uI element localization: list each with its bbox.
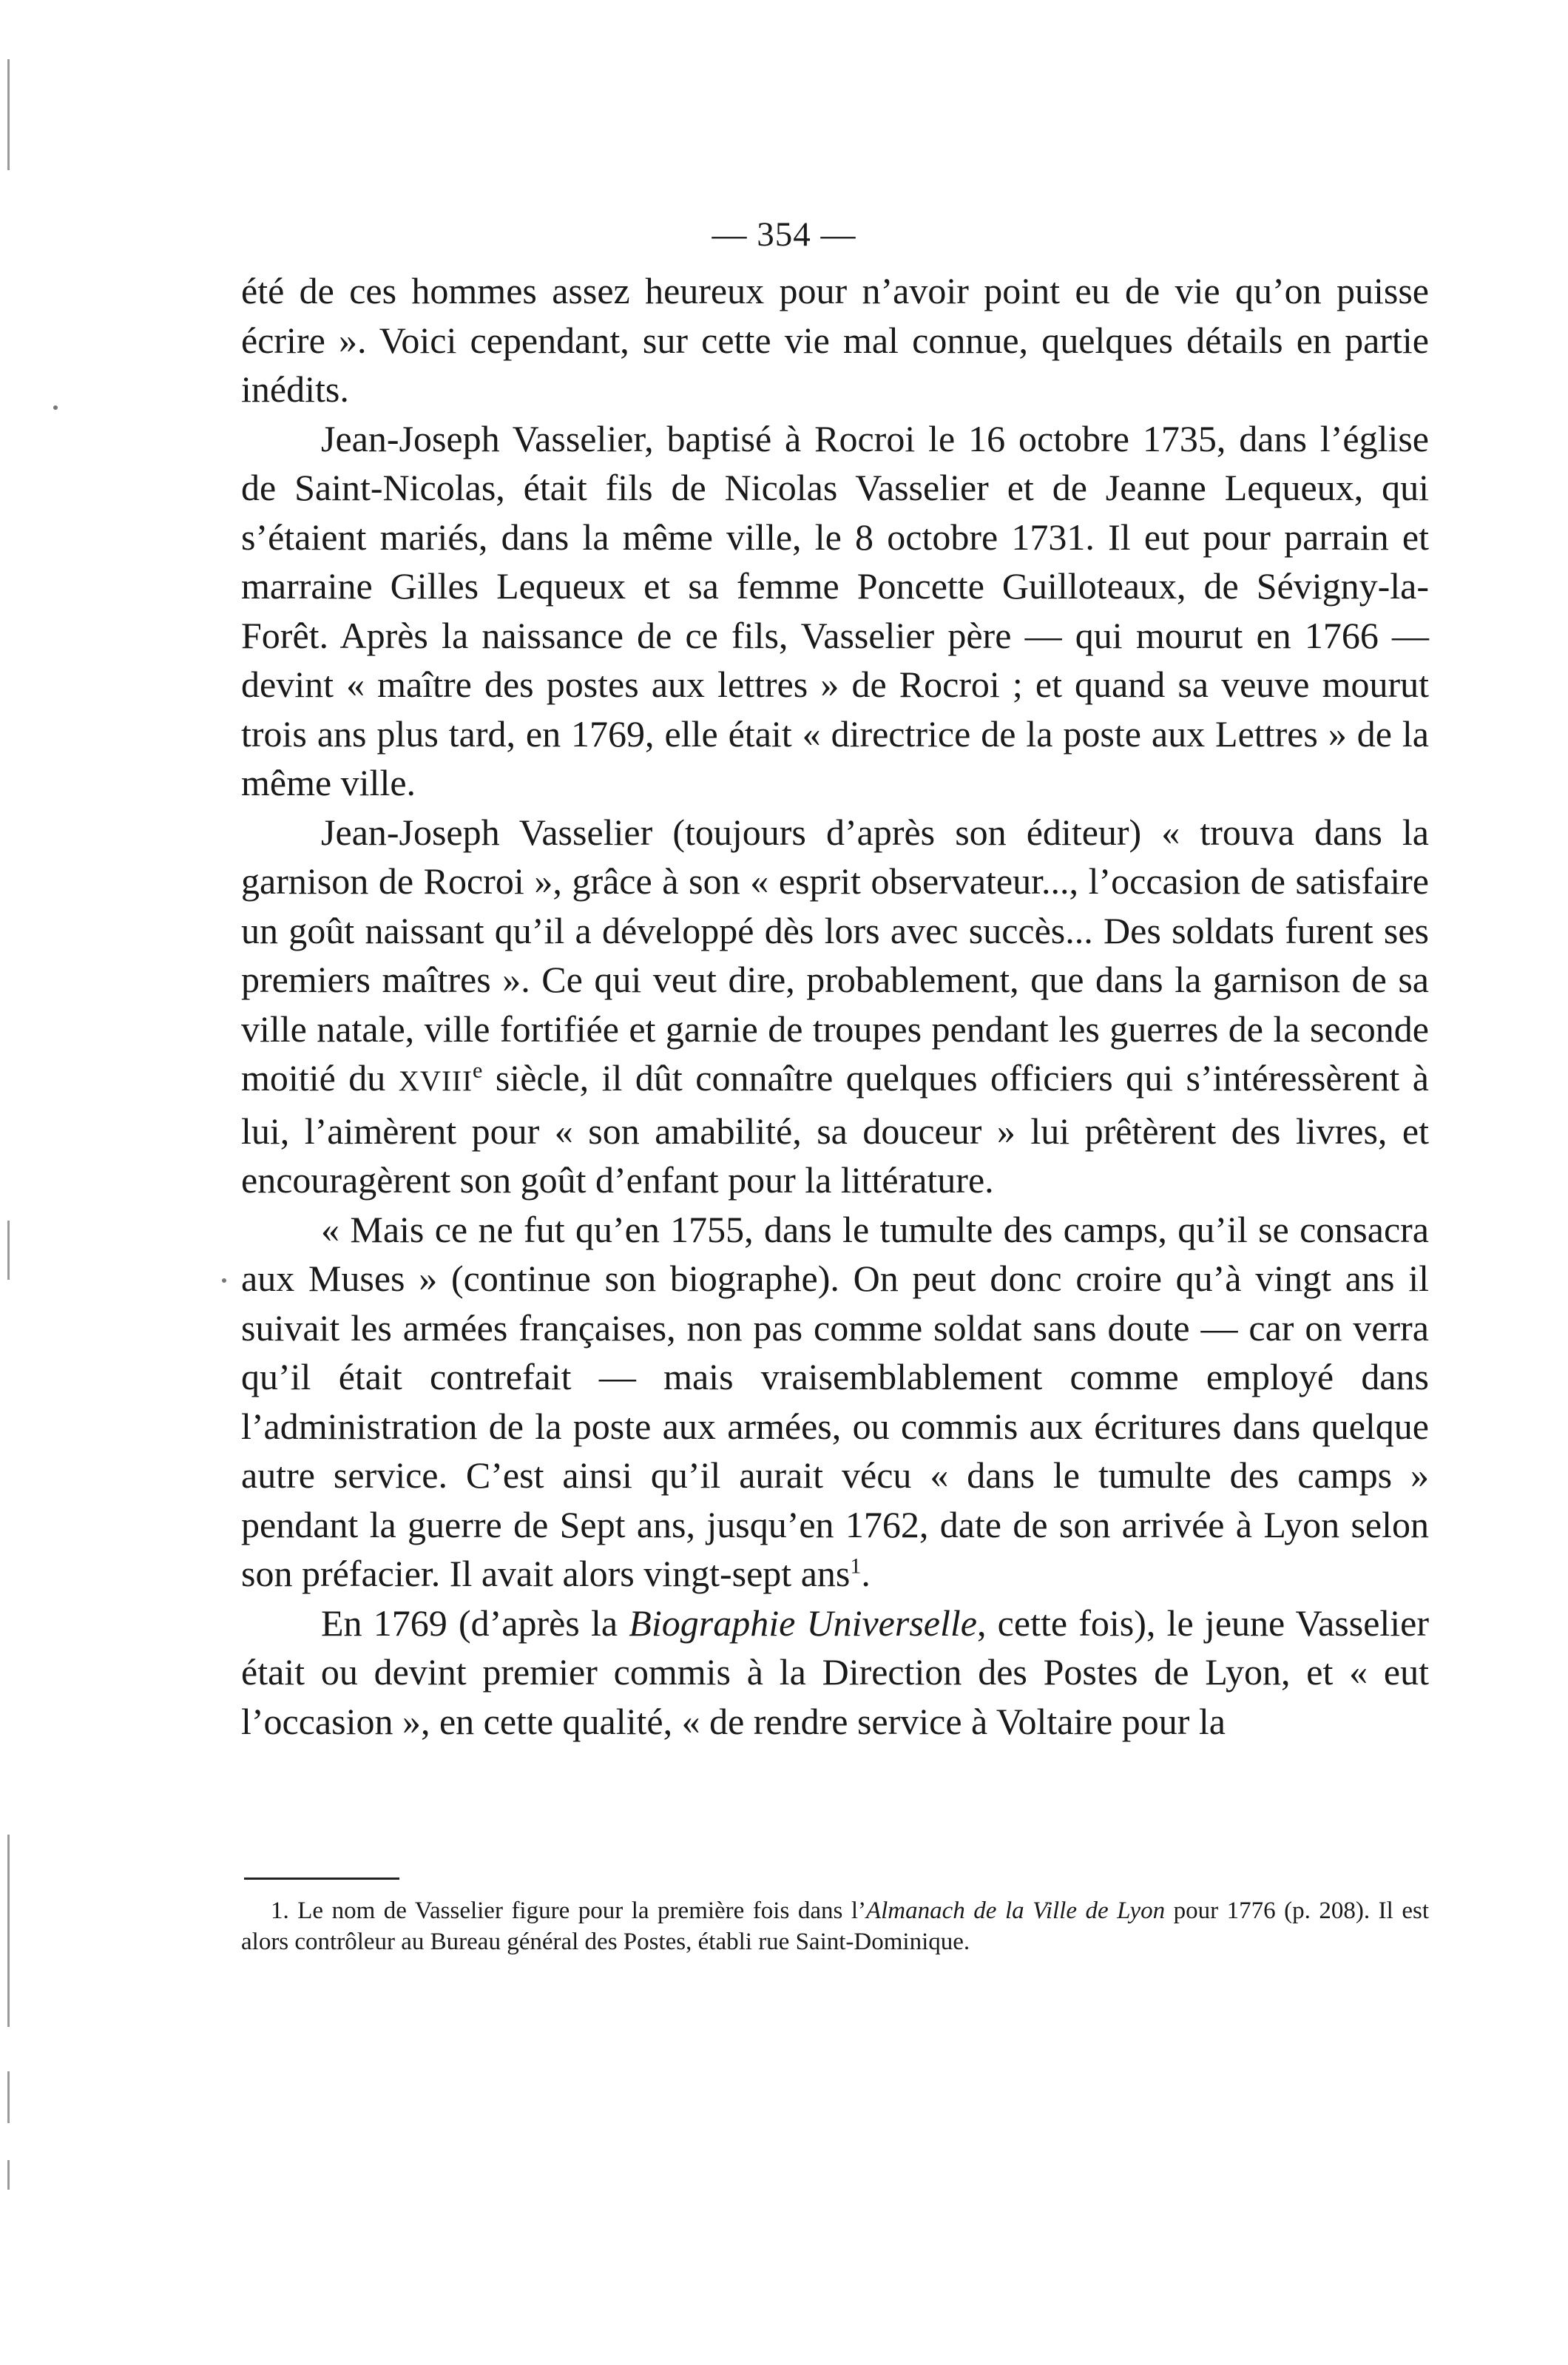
scan-edge-mark xyxy=(7,1835,10,2027)
century-numeral: XVIII xyxy=(398,1065,473,1097)
paragraph-text: Jean-Joseph Vasselier (toujours d’après son éditeur) « trouva dans la garnison de Rocroi », grâce à son « esprit observateur..., l’occasion de satisfaire un goût naissant qu’il a développé dès lors avec succès... Des soldats furent ses premiers maîtres ». Ce qui veut dire, probablement, que dans la garnison de sa ville natale, ville fortifiée et garnie de troupes pendant les guerres de la seconde moitié du xyxy=(241,811,1429,1099)
paragraph xyxy=(241,808,1429,1205)
scan-edge-mark xyxy=(7,2160,10,2190)
paragraph-text: siècle, il dût connaître quelques officiers qui s’intéressèrent à lui, l’aimèrent pour « son amabilité, sa douceur » lui prêtèrent des livres, et encouragèrent son goût d’enfant pour la littérature. xyxy=(241,1057,1429,1201)
century-superscript: e xyxy=(473,1058,483,1083)
footnote-text: Le nom de Vasselier figure pour la première fois dans l’ xyxy=(297,1897,866,1924)
scan-speck xyxy=(53,405,58,410)
book-title: Biographie Universelle xyxy=(629,1602,977,1644)
paragraph: Jean-Joseph Vasselier, baptisé à Rocroi le 16 octobre 1735, dans l’église de Saint-Nicolas, était fils de Nicolas Vasselier et de Jeanne Lequeux, qui s’étaient mariés, dans la même ville, le 8 octobre 1731. Il eut pour parrain et marraine Gilles Lequeux et sa femme Poncette Guilloteaux, de Sévigny-la-Forêt. Après la naissance de ce fils, Vasselier père — qui mourut en 1766 — devint « maître des postes aux lettres » de Rocroi ; et quand sa veuve mourut trois ans plus tard, en 1769, elle était « directrice de la poste aux Lettres » de la même ville. xyxy=(241,417,1429,803)
paragraph xyxy=(241,1205,1429,1599)
footnote-marker: 1. xyxy=(271,1897,289,1924)
scan-edge-mark xyxy=(7,59,10,170)
scan-edge-mark xyxy=(7,1221,10,1280)
main-text xyxy=(241,266,1429,1746)
footnote xyxy=(241,1895,1429,1957)
paragraph-text: En 1769 (d’après la xyxy=(321,1602,629,1644)
paragraph-text: . xyxy=(861,1553,871,1594)
footnotes xyxy=(241,1895,1429,1957)
paragraph-text: , cette fois), le jeune Vasselier était ou devint premier commis à la Direction des Postes de Lyon, et « eut l’occasion », en cette qualité, « de rendre service à Voltaire pour la xyxy=(241,1602,1430,1742)
footnote-text: pour 1776 (p. 208). Il est alors contrôleur au Bureau général des Postes, établi rue Saint-Dominique. xyxy=(241,1897,1429,1955)
paragraph xyxy=(241,1599,1429,1747)
footnote-title: Almanach de la Ville de Lyon xyxy=(865,1897,1166,1924)
footnote-divider xyxy=(244,1878,399,1880)
footnote-reference[interactable]: 1 xyxy=(850,1553,862,1579)
scan-speck xyxy=(222,1278,226,1283)
paragraph: été de ces hommes assez heureux pour n’avoir point eu de vie qu’on puisse écrire ». Voici cependant, sur cette vie mal connue, quelques détails en partie inédits. xyxy=(241,270,1429,410)
scan-edge-mark xyxy=(7,2071,10,2123)
page-number: — 354 — xyxy=(712,215,856,254)
paragraph-text: « Mais ce ne fut qu’en 1755, dans le tumulte des camps, qu’il se consacra aux Muses » (continue son biographe). On peut donc croire qu’à vingt ans il suivait les armées françaises, non pas comme soldat sans doute — car on verra qu’il était contrefait — mais vraisemblablement comme employé dans l’administration de la poste aux armées, ou commis aux écritures dans quelque autre service. C’est ainsi qu’il aurait vécu « dans le tumulte des camps » pendant la guerre de Sept ans, jusqu’en 1762, date de son arrivée à Lyon selon son préfacier. Il avait alors vingt-sept ans xyxy=(241,1208,1429,1594)
